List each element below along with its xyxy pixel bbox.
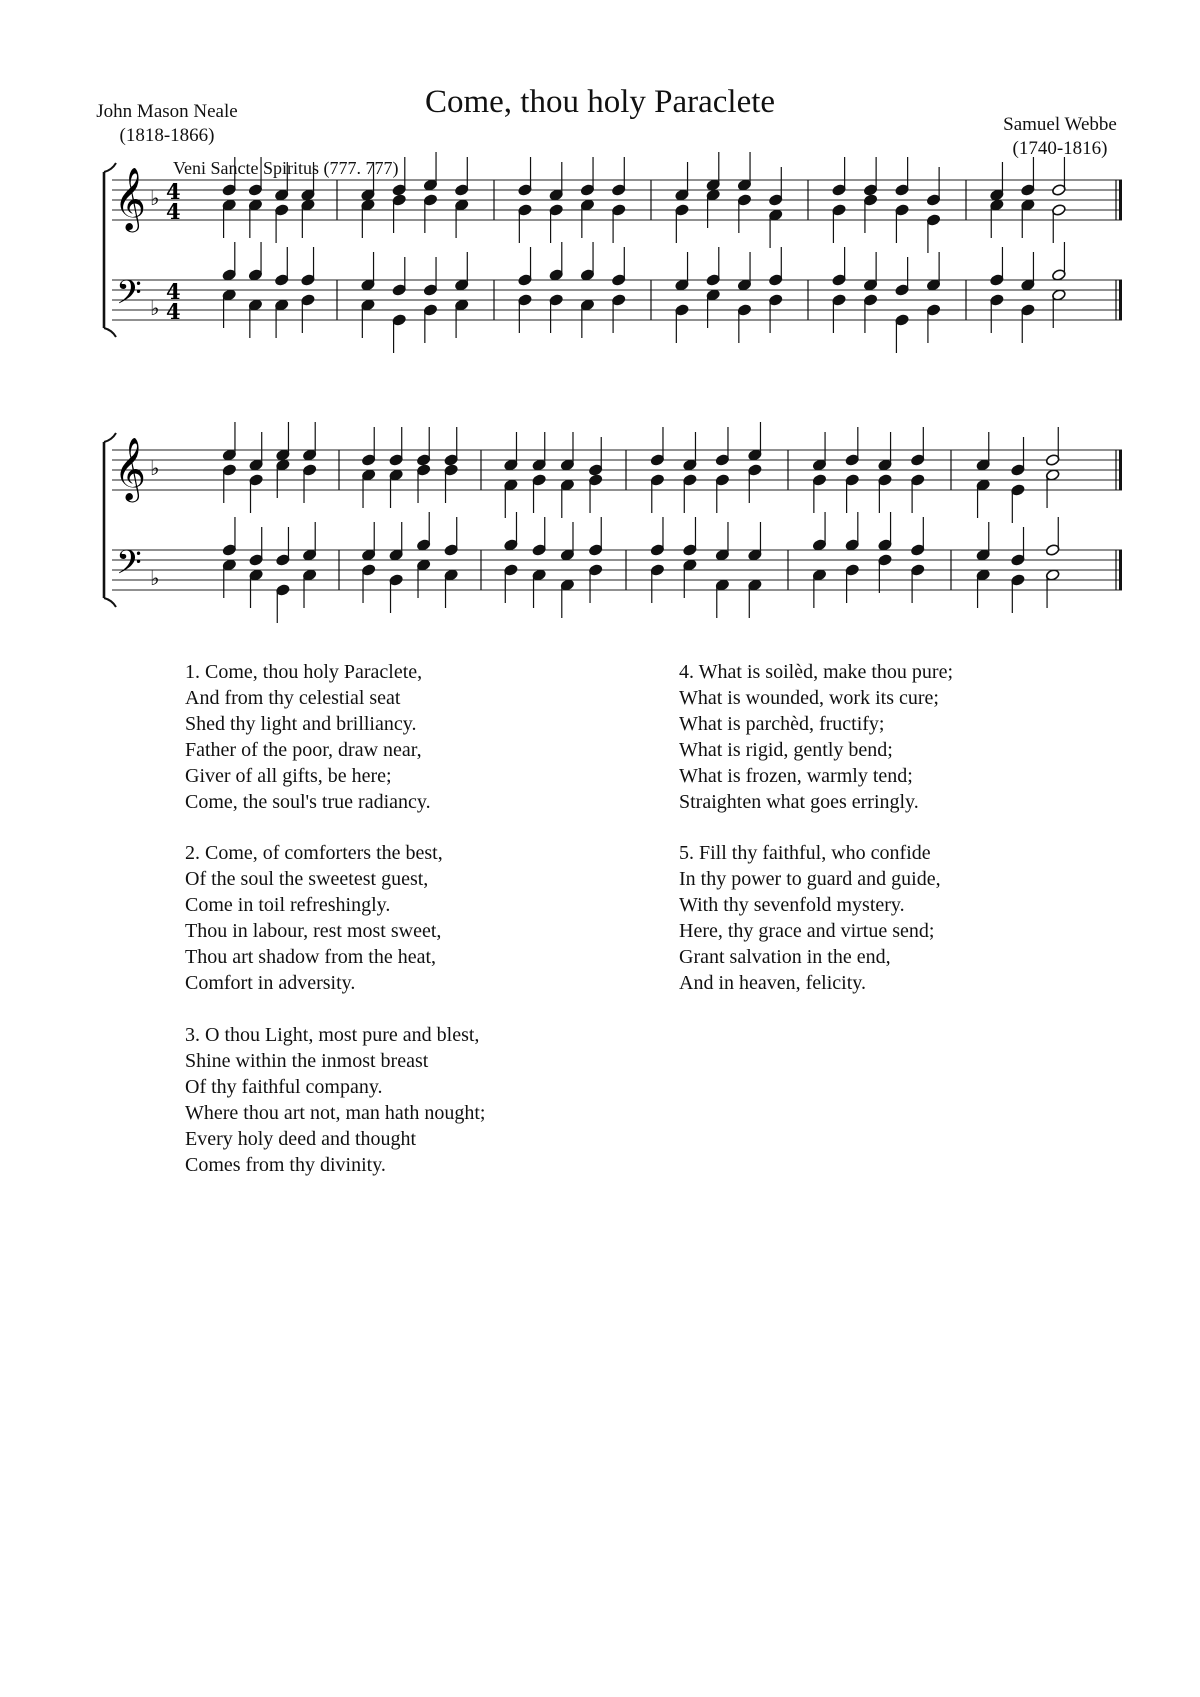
- verse-line: Comes from thy divinity.: [185, 1154, 386, 1176]
- flat-sign: ♭: [150, 296, 160, 320]
- verse-line: Of the soul the sweetest guest,: [185, 868, 429, 890]
- verse-3: [185, 1022, 485, 1178]
- verse-line: Giver of all gifts, be here;: [185, 765, 392, 787]
- bass-clef: 𝄢: [116, 274, 142, 320]
- final-barline: [1119, 180, 1122, 220]
- verse-line: Shine within the inmost breast: [185, 1050, 429, 1072]
- verse-line: Where thou art not, man hath nought;: [185, 1102, 486, 1124]
- verse-line: What is rigid, gently bend;: [679, 739, 893, 761]
- final-barline: [1119, 280, 1122, 320]
- verse-line: Come, the soul's true radiancy.: [185, 791, 431, 813]
- verse-line: Comfort in adversity.: [185, 972, 356, 994]
- verse-line: 3. O thou Light, most pure and blest,: [185, 1024, 480, 1046]
- flat-sign: ♭: [150, 456, 160, 480]
- author-name: John Mason Neale: [96, 101, 238, 122]
- score-system-2: [0, 420, 1200, 670]
- verse-line: Thou art shadow from the heat,: [185, 946, 437, 968]
- final-barline: [1119, 550, 1122, 590]
- verse-line: And in heaven, felicity.: [679, 972, 866, 994]
- hymn-title: Come, thou holy Paraclete: [424, 84, 776, 120]
- flat-sign: ♭: [150, 186, 160, 210]
- verse-line: And from thy celestial seat: [185, 687, 401, 709]
- treble-clef: 𝄞: [114, 437, 146, 500]
- tune-name: Veni Sancte Spiritus (777. 777): [173, 158, 399, 178]
- time-signature-digit: 4: [166, 279, 181, 304]
- verse-line: Straighten what goes erringly.: [679, 791, 919, 813]
- verse-line: In thy power to guard and guide,: [679, 868, 941, 890]
- verse-line: 2. Come, of comforters the best,: [185, 842, 443, 864]
- author-credit: [82, 100, 252, 148]
- score-system-1: [0, 150, 1200, 400]
- final-barline: [1119, 450, 1122, 490]
- verse-line: Come in toil refreshingly.: [185, 894, 391, 916]
- verse-line: 4. What is soilèd, make thou pure;: [679, 661, 954, 683]
- verse-line: What is parchèd, fructify;: [679, 713, 885, 735]
- verse-line: With thy sevenfold mystery.: [679, 894, 905, 916]
- verse-line: Of thy faithful company.: [185, 1076, 383, 1098]
- verse-line: Every holy deed and thought: [185, 1128, 417, 1150]
- composer-name: Samuel Webbe: [1003, 114, 1117, 135]
- bass-clef: 𝄢: [116, 544, 142, 590]
- verse-1: [185, 659, 431, 815]
- author-dates: (1818-1866): [119, 125, 215, 146]
- verse-5: [679, 840, 941, 996]
- verse-line: 1. Come, thou holy Paraclete,: [185, 661, 423, 683]
- verse-line: 5. Fill thy faithful, who confide: [679, 842, 931, 864]
- time-signature-digit: 4: [166, 299, 181, 324]
- verse-4: [679, 659, 953, 815]
- verse-line: Thou in labour, rest most sweet,: [185, 920, 442, 942]
- flat-sign: ♭: [150, 566, 160, 590]
- bracket-hook-bottom: [104, 328, 116, 337]
- composer-dates: (1740-1816): [1012, 138, 1108, 159]
- verse-line: Here, thy grace and virtue send;: [679, 920, 935, 942]
- verse-line: Grant salvation in the end,: [679, 946, 891, 968]
- time-signature-digit: 4: [166, 179, 181, 204]
- verse-line: Father of the poor, draw near,: [185, 739, 422, 761]
- verse-line: What is frozen, warmly tend;: [679, 765, 913, 787]
- time-signature-digit: 4: [166, 199, 181, 224]
- bracket-hook-bottom: [104, 598, 116, 607]
- treble-clef: 𝄞: [114, 167, 146, 230]
- verse-2: [185, 840, 443, 996]
- verse-line: Shed thy light and brilliancy.: [185, 713, 417, 735]
- verse-line: What is wounded, work its cure;: [679, 687, 939, 709]
